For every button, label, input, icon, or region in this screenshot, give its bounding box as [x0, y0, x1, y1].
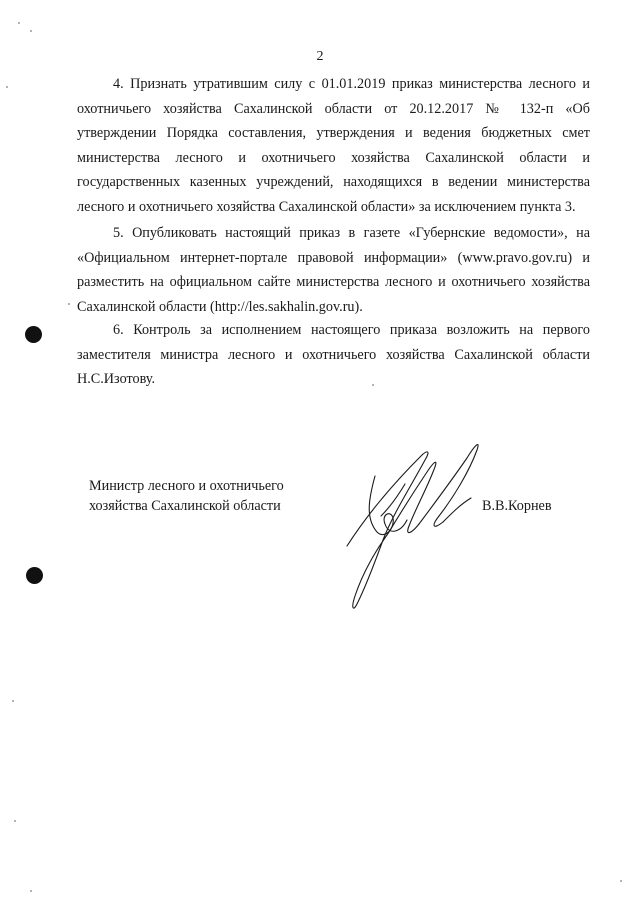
signatory-position-line-1: Министр лесного и охотничьего [89, 478, 284, 494]
scan-speck [620, 880, 622, 882]
scan-speck [30, 890, 32, 892]
punch-hole-bottom [26, 567, 43, 584]
page-number: 2 [316, 49, 324, 64]
scan-speck [14, 820, 16, 822]
scan-speck [12, 700, 14, 702]
scan-speck [30, 30, 32, 32]
handwritten-signature [335, 428, 495, 613]
signatory-position [89, 476, 349, 516]
paragraph-6: 6. Контроль за исполнением настоящего приказа возложить на первого заместителя министра лесного и охотничьего хозяйства Сахалинской области Н.С.Изотову. [77, 322, 590, 388]
signatory-name: В.В.Корнев [482, 498, 552, 514]
punch-hole-top [25, 326, 42, 343]
paragraph-4: 4. Признать утратившим силу с 01.01.2019 приказ министерства лесного и охотничьего хозяйства Сахалинской области от 20.12.2017 № 132-п «Об утверждении Порядка составления, утверждения и ведения бюджетных смет министерства лесного и охотничьего хозяйства Сахалинской области и государственных казенных учреждений, находящихся в ведении министерства лесного и охотничьего хозяйства Сахалинской области» за исключением пункта 3. [77, 76, 590, 215]
scan-speck [6, 86, 8, 88]
scan-speck [18, 22, 20, 24]
scan-speck [68, 303, 70, 305]
signatory-position-line-2: хозяйства Сахалинской области [89, 498, 281, 514]
paragraph-5: 5. Опубликовать настоящий приказ в газете «Губернские ведомости», на «Официальном интернет-портале правовой информации» (www.pravo.gov.ru) и разместить на официальном сайте министерства лесного и охотничьего хозяйства Сахалинской области (http://les.sakhalin.gov.ru). [77, 225, 590, 315]
scan-speck [372, 384, 374, 386]
